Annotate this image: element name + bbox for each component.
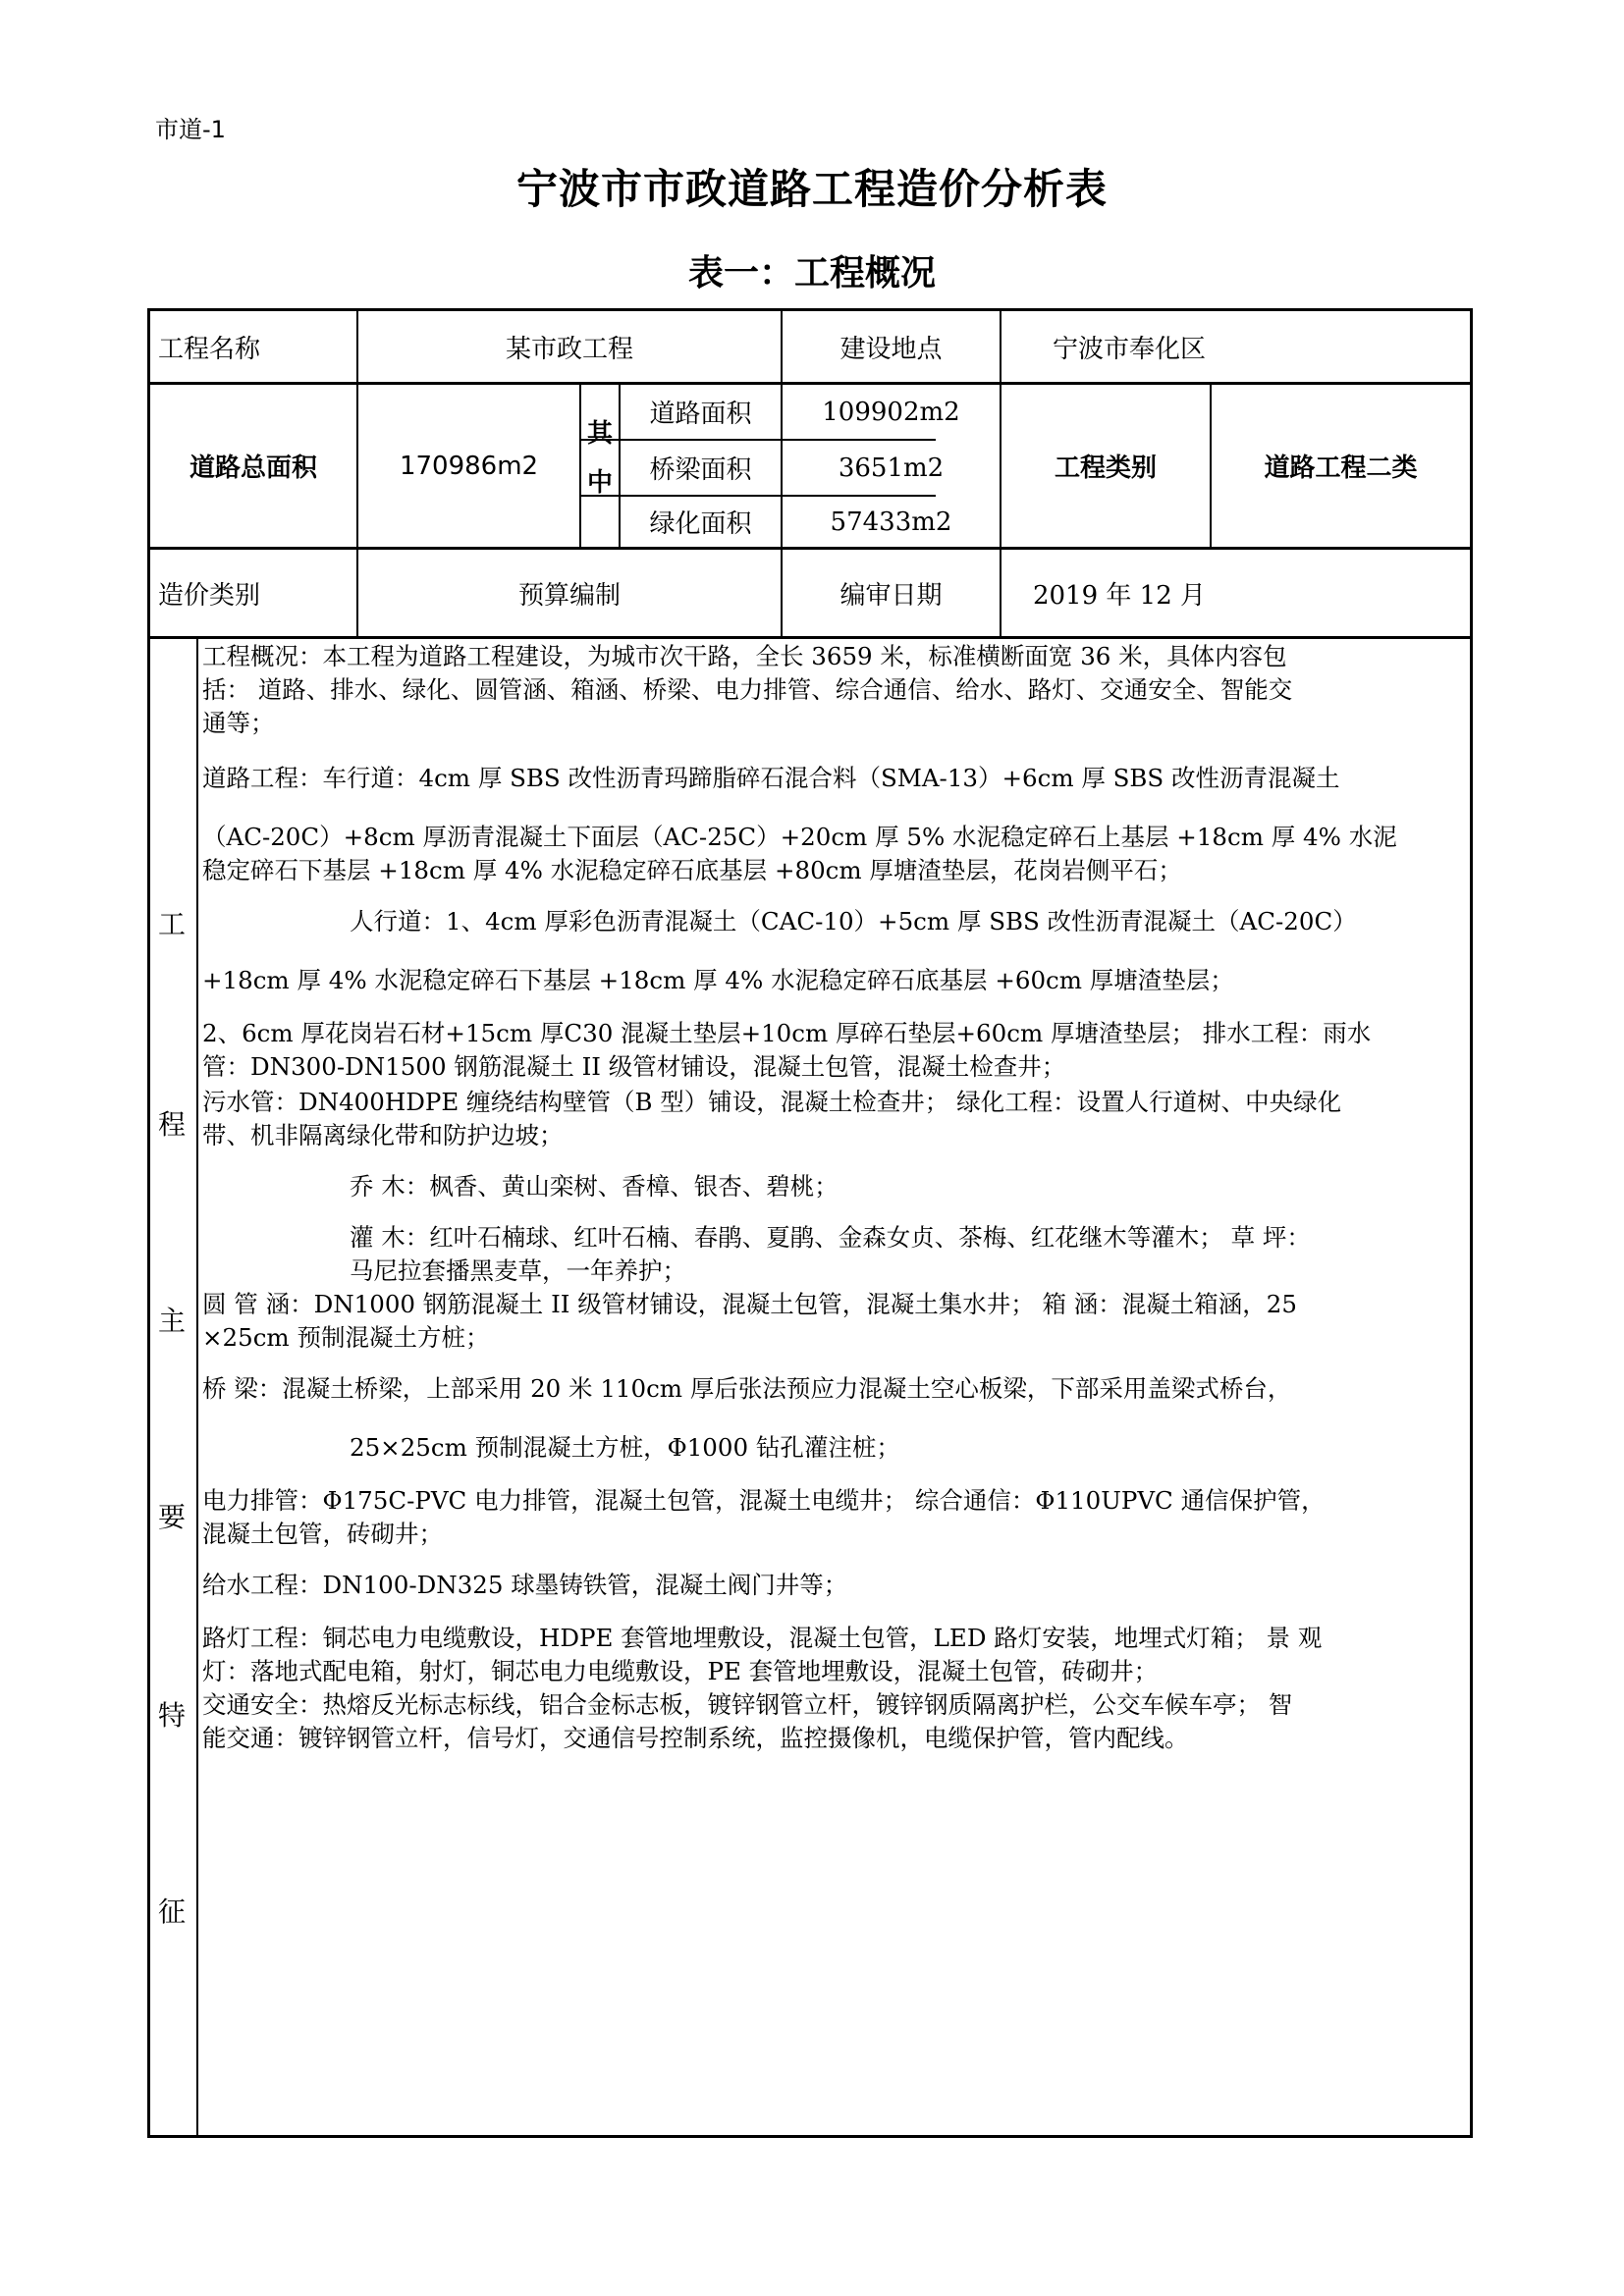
project-name-value: 某市政工程 bbox=[505, 334, 633, 364]
among-char-2: 中 bbox=[586, 467, 613, 498]
side-char-cheng: 程 bbox=[157, 1108, 186, 1141]
road-area-value: 109902m2 bbox=[822, 397, 960, 427]
feature-line: 电力排管：Φ175C-PVC 电力排管，混凝土包管，混凝土电缆井； 综合通信：Φ110UPVC 通信保护管， bbox=[202, 1486, 1326, 1515]
side-char-yao: 要 bbox=[157, 1501, 186, 1533]
feature-line: 马尼拉套播黑麦草，一年养护； bbox=[350, 1256, 686, 1285]
feature-line: 带、机非隔离绿化带和防护边坡； bbox=[202, 1121, 564, 1149]
feature-line: 人行道：1、4cm 厚彩色沥青混凝土（CAC-10）+5cm 厚 SBS 改性沥青混凝土（AC-20C） bbox=[350, 907, 1357, 935]
feature-line: 乔 木：枫香、黄山栾树、香樟、银杏、碧桃； bbox=[350, 1172, 839, 1201]
road-area-label: 道路面积 bbox=[649, 400, 752, 429]
document-code: 市道-1 bbox=[155, 116, 226, 143]
feature-line: 2、6cm 厚花岗岩石材+15cm 厚C30 混凝土垫层+10cm 厚碎石垫层+60cm 厚塘渣垫层； 排水工程：雨水 bbox=[202, 1019, 1372, 1047]
feature-line: 25×25cm 预制混凝土方桩，Φ1000 钻孔灌注桩； bbox=[350, 1433, 900, 1462]
feature-line: 圆 管 涵：DN1000 钢筋混凝土 II 级管材铺设，混凝土包管，混凝土集水井； 箱 涵：混凝土箱涵，25 bbox=[202, 1290, 1297, 1318]
feature-line: 工程概况：本工程为道路工程建设，为城市次干路，全长 3659 米，标准横断面宽 36 米，具体内容包 bbox=[202, 642, 1287, 670]
feature-line: 稳定碎石下基层 +18cm 厚 4% 水泥稳定碎石底基层 +80cm 厚塘渣垫层，花岗岩侧平石； bbox=[202, 856, 1182, 884]
cost-type-label: 造价类别 bbox=[158, 580, 261, 611]
feature-line: （AC-20C）+8cm 厚沥青混凝土下面层（AC-25C）+20cm 厚 5% 水泥稳定碎石上基层 +18cm 厚 4% 水泥 bbox=[202, 823, 1397, 851]
review-date-value: 2019 年 12 月 bbox=[1032, 580, 1207, 611]
feature-line: 道路工程：车行道：4cm 厚 SBS 改性沥青玛蹄脂碎石混合料（SMA-13）+6cm 厚 SBS 改性沥青混凝土 bbox=[202, 764, 1340, 792]
feature-line: 能交通：镀锌钢管立杆，信号灯，交通信号控制系统，监控摄像机，电缆保护管，管内配线。 bbox=[202, 1724, 1189, 1752]
feature-line: 污水管：DN400HDPE 缠绕结构壁管（B 型）铺设，混凝土检查井； 绿化工程：设置人行道树、中央绿化 bbox=[202, 1088, 1342, 1116]
bridge-area-label: 桥梁面积 bbox=[649, 455, 752, 485]
side-char-zhu: 主 bbox=[157, 1305, 186, 1337]
green-area-label: 绿化面积 bbox=[649, 509, 752, 539]
feature-line: 通等； bbox=[202, 709, 275, 737]
feature-line: 路灯工程：铜芯电力电缆敷设，HDPE 套管地埋敷设，混凝土包管，LED 路灯安装，地埋式灯箱； 景 观 bbox=[202, 1624, 1323, 1652]
feature-line: 管：DN300-DN1500 钢筋混凝土 II 级管材铺设，混凝土包管，混凝土检查井； bbox=[202, 1052, 1066, 1081]
feature-line: +18cm 厚 4% 水泥稳定碎石下基层 +18cm 厚 4% 水泥稳定碎石底基层 +60cm 厚塘渣垫层； bbox=[202, 966, 1234, 994]
feature-line: 给水工程：DN100-DN325 球墨铸铁管，混凝土阀门井等； bbox=[202, 1571, 848, 1599]
feature-line: 桥 梁：混凝土桥梁，上部采用 20 米 110cm 厚后张法预应力混凝土空心板梁，下部采用盖梁式桥台， bbox=[202, 1374, 1292, 1403]
total-area-label: 道路总面积 bbox=[189, 454, 317, 483]
page-title: 宁波市市政道路工程造价分析表 bbox=[515, 165, 1108, 213]
feature-line: 括： 道路、排水、绿化、圆管涵、箱涵、桥梁、电力排管、综合通信、给水、路灯、交通安全、智能交 bbox=[202, 675, 1293, 704]
cost-type-value: 预算编制 bbox=[517, 580, 621, 611]
feature-line: 灌 木：红叶石楠球、红叶石楠、春鹃、夏鹃、金森女贞、茶梅、红花继木等灌木； 草 坪： bbox=[350, 1223, 1311, 1252]
side-char-gong: 工 bbox=[157, 908, 186, 940]
side-char-zheng: 征 bbox=[157, 1896, 186, 1928]
feature-line: 混凝土包管，砖砌井； bbox=[202, 1520, 443, 1548]
table-subtitle: 表一：工程概况 bbox=[687, 253, 936, 294]
feature-line: 交通安全：热熔反光标志标线，铝合金标志板，镀锌钢管立杆，镀锌钢质隔离护栏，公交车候车亭； 智 bbox=[202, 1690, 1293, 1719]
overview-table bbox=[147, 308, 1473, 2138]
project-name-label: 工程名称 bbox=[158, 334, 261, 364]
location-value: 宁波市奉化区 bbox=[1052, 334, 1206, 364]
feature-line: ×25cm 预制混凝土方桩； bbox=[202, 1323, 490, 1352]
category-value: 道路工程二类 bbox=[1264, 454, 1418, 483]
feature-line: 灯：落地式配电箱，射灯，铜芯电力电缆敷设，PE 套管地埋敷设，混凝土包管，砖砌井； bbox=[202, 1657, 1159, 1685]
bridge-area-value: 3651m2 bbox=[838, 453, 945, 483]
total-area-value: 170986m2 bbox=[399, 451, 539, 481]
location-label: 建设地点 bbox=[839, 334, 943, 364]
among-char-1: 其 bbox=[586, 418, 613, 449]
green-area-value: 57433m2 bbox=[830, 507, 952, 537]
review-date-label: 编审日期 bbox=[839, 580, 943, 611]
category-label: 工程类别 bbox=[1054, 454, 1157, 483]
side-char-te: 特 bbox=[157, 1699, 186, 1732]
